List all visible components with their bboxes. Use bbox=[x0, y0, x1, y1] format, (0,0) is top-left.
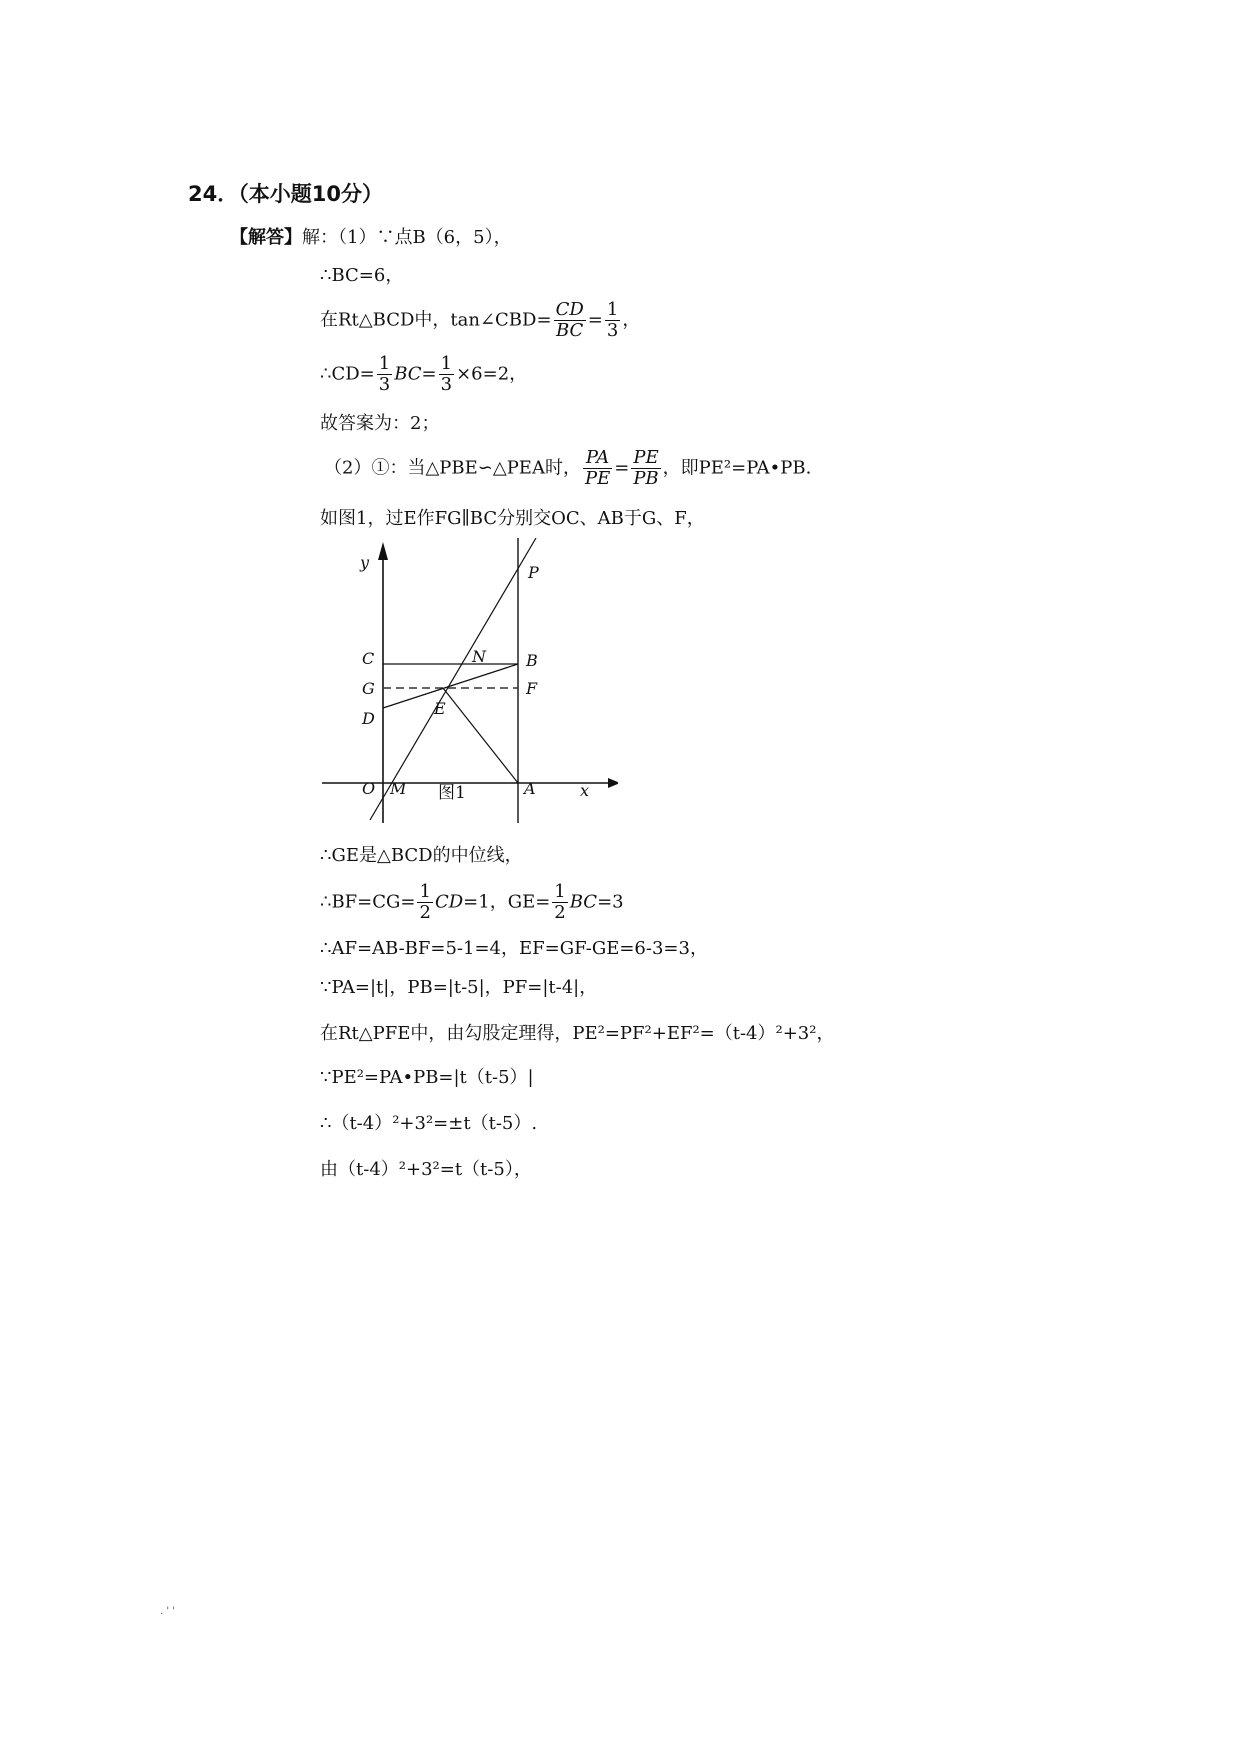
label-y: y bbox=[360, 553, 370, 572]
frac-num: 1 bbox=[606, 299, 619, 320]
fraction-one-half bbox=[552, 882, 567, 923]
fraction-one-third bbox=[377, 354, 392, 395]
line-1-text: 解：（1）∵点B（6，5）， bbox=[302, 227, 512, 248]
segment-db bbox=[383, 664, 518, 708]
label-d: D bbox=[362, 709, 375, 728]
line-4-post: ×6=2， bbox=[456, 363, 528, 385]
label-g: G bbox=[362, 679, 375, 698]
question-title: 24．（本小题10分） bbox=[188, 182, 383, 206]
line-9-pre: ∴BF=CG= bbox=[320, 891, 416, 913]
line-6-pre: （2）①：当△PBE∽△PEA时， bbox=[324, 457, 581, 479]
solution-line-11: ∵PA=|t|，PB=|t-5|，PF=|t-4|， bbox=[320, 977, 598, 998]
figure-1 bbox=[318, 538, 618, 828]
solution-line-3 bbox=[320, 300, 640, 341]
line-4-eq: = bbox=[421, 363, 437, 385]
x-axis-arrow bbox=[608, 778, 618, 788]
label-n: N bbox=[472, 647, 486, 666]
label-o: O bbox=[362, 779, 376, 798]
solution-line-12: 在Rt△PFE中，由勾股定理得，PE²=PF²+EF²=（t-4）²+3²， bbox=[320, 1023, 835, 1044]
solution-line-15: 由（t-4）²+3²=t（t-5）， bbox=[320, 1159, 532, 1180]
frac-num: PA bbox=[583, 448, 612, 469]
line-6-eq: = bbox=[614, 457, 630, 479]
fraction-one-third bbox=[605, 300, 620, 341]
figure-caption: 图1 bbox=[438, 783, 466, 803]
frac-den: 3 bbox=[440, 374, 453, 395]
fraction-pa-pe bbox=[583, 448, 612, 489]
frac-num: 1 bbox=[440, 353, 453, 374]
solution-line-4 bbox=[320, 354, 527, 395]
solution-line-5: 故答案为：2； bbox=[320, 413, 440, 434]
frac-num: CD bbox=[555, 299, 584, 320]
line-3-eq: = bbox=[587, 309, 603, 331]
line-4-pre: ∴CD= bbox=[320, 363, 375, 385]
line-9-post: =3 bbox=[597, 891, 624, 913]
fraction-one-third bbox=[439, 354, 454, 395]
frac-den: 3 bbox=[606, 320, 619, 341]
solution-line-7: 如图1，过E作FG∥BC分别交OC、AB于G、F， bbox=[320, 508, 705, 529]
fraction-pe-pb bbox=[631, 448, 660, 489]
answer-tag: 【解答】 bbox=[230, 227, 302, 248]
y-axis-arrow bbox=[378, 542, 388, 560]
solution-line-14: ∴（t-4）²+3²=±t（t-5）. bbox=[320, 1113, 538, 1134]
frac-den: PE bbox=[584, 468, 611, 489]
label-c: C bbox=[362, 649, 375, 668]
solution-line-9 bbox=[320, 882, 624, 923]
frac-num: 1 bbox=[554, 881, 566, 902]
frac-num: PE bbox=[631, 448, 660, 469]
segment-ea bbox=[443, 688, 518, 783]
line-3-pre: 在Rt△BCD中，tan∠CBD= bbox=[320, 309, 552, 331]
label-p: P bbox=[528, 563, 539, 582]
solution-line-2: ∴BC=6， bbox=[320, 265, 404, 286]
label-m: M bbox=[390, 779, 407, 798]
label-x: x bbox=[580, 781, 590, 800]
line-6-post: ，即PE²=PA•PB. bbox=[662, 457, 812, 479]
fraction-cd-bc bbox=[554, 300, 586, 341]
label-b: B bbox=[526, 651, 538, 670]
line-3-post: ， bbox=[622, 309, 641, 331]
label-a: A bbox=[524, 779, 536, 798]
solution-line-13: ∵PE²=PA•PB=|t（t-5）| bbox=[320, 1067, 534, 1088]
solution-line-10: ∴AF=AB-BF=5-1=4，EF=GF-GE=6-3=3， bbox=[320, 938, 708, 959]
solution-line-6 bbox=[324, 448, 811, 489]
line-9-bc: BC bbox=[569, 891, 598, 913]
frac-den: PB bbox=[633, 468, 659, 489]
frac-den: 3 bbox=[378, 374, 391, 395]
label-f: F bbox=[526, 679, 538, 698]
frac-num: 1 bbox=[378, 353, 391, 374]
frac-den: 2 bbox=[419, 902, 431, 923]
label-e: E bbox=[434, 699, 446, 718]
fraction-one-half bbox=[417, 882, 432, 923]
solution-line-1 bbox=[230, 226, 512, 250]
line-9-cd: CD bbox=[434, 891, 464, 913]
line-9-mid: =1，GE= bbox=[463, 891, 551, 913]
frac-num: 1 bbox=[419, 881, 431, 902]
line-4-bc: BC bbox=[394, 363, 422, 385]
footer-marks: . ' ' bbox=[160, 1606, 176, 1617]
frac-den: BC bbox=[556, 320, 584, 341]
frac-den: 2 bbox=[554, 902, 566, 923]
solution-line-8: ∴GE是△BCD的中位线， bbox=[320, 845, 523, 866]
line-mp bbox=[370, 538, 536, 820]
